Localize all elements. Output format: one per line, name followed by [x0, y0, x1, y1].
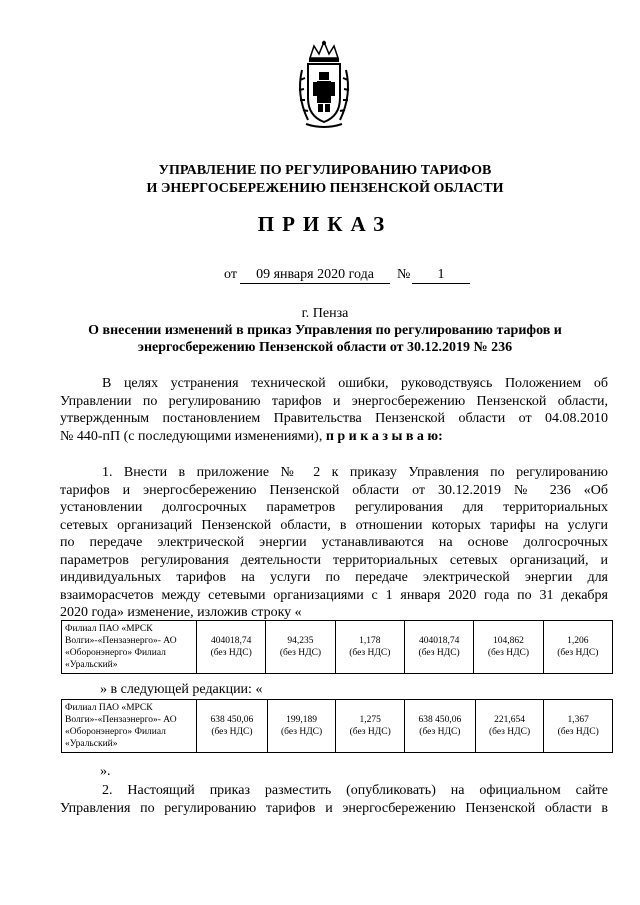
table-cell: [543, 621, 612, 674]
cell-note: (без НДС): [281, 727, 323, 737]
cell-note: (без НДС): [349, 648, 391, 658]
cell-note: (без НДС): [487, 648, 530, 658]
cell-value: 1,178: [359, 636, 381, 646]
name-line: Филиал ПАО «МРСК: [65, 703, 153, 713]
order-number: 1: [412, 267, 470, 284]
cell-note: (без НДС): [279, 648, 322, 658]
closing-quote: ».: [100, 764, 111, 779]
number-sign: №: [397, 267, 411, 282]
table-cell: [544, 700, 613, 753]
name-line: «Уральский»: [65, 739, 118, 749]
cell-value: 1,367: [567, 715, 589, 725]
cell-note: (без НДС): [418, 648, 460, 658]
order-date: 09 января 2020 года: [240, 267, 390, 284]
coat-of-arms-icon: [294, 40, 354, 130]
org-name-line1: УПРАВЛЕНИЕ ПО РЕГУЛИРОВАНИЮ ТАРИФОВ: [158, 163, 492, 178]
cell-value: 94,235: [287, 636, 314, 646]
item1-paragraph: [60, 464, 608, 622]
cell-value: 199,189: [286, 715, 318, 725]
name-line: «Оборонэнерго» Филиал: [65, 727, 166, 737]
tariff-table-new: [61, 699, 613, 753]
name-line: Филиал ПАО «МРСК: [65, 624, 153, 634]
item1-line: взаиморасчетов между сетевыми организациями с 1 января 2020 года по 31 декабря: [60, 587, 608, 603]
item1-line: по передаче электрической энергии устанавливаются на основе долгосрочных: [60, 535, 608, 550]
name-line: «Оборонэнерго» Филиал: [65, 648, 166, 658]
cell-note: (без НДС): [349, 727, 391, 737]
city: г. Пенза: [301, 306, 349, 321]
preamble-last-line: [60, 428, 608, 446]
table-cell: [197, 700, 268, 753]
cell-value: 404018,74: [210, 636, 252, 646]
cell-value: 404018,74: [418, 636, 460, 646]
table-cell: [267, 700, 336, 753]
item1-line: параметров регулирования деятельности территориальных сетевых организаций, и: [60, 552, 608, 568]
preamble-paragraph: [60, 375, 608, 445]
cell-note: (без НДС): [210, 648, 252, 658]
subject-line2: энергосбережению Пензенской области от 30.12.2019 № 236: [137, 340, 513, 355]
table-cell: [336, 700, 405, 753]
table-cell: [197, 621, 266, 674]
org-name-line2: И ЭНЕРГОСБЕРЕЖЕНИЮ ПЕНЗЕНСКОЙ ОБЛАСТИ: [146, 181, 504, 196]
preamble-line: В целях устранения технической ошибки, руководствуясь Положением об: [102, 376, 608, 391]
item1-line: установлении долгосрочных параметров регулирования для территориальных: [60, 500, 608, 515]
tariff-table-old: [61, 620, 613, 674]
cell-value: 1,275: [359, 715, 381, 725]
item1-line: тарифов и энергосбережению Пензенской области от 30.12.2019 № 236 «Об: [60, 482, 608, 498]
item1-line: 1. Внести в приложение № 2 к приказу Управления по регулированию: [102, 465, 608, 480]
subject-line1: О внесении изменений в приказ Управления по регулированию тарифов и: [88, 323, 562, 338]
preamble-line: Управлении по регулированию тарифов и энергосбережению Пензенской области,: [60, 393, 608, 409]
cell-value: 638 450,06: [418, 715, 462, 725]
order-word: п р и к а з ы в а ю:: [325, 428, 443, 444]
cell-value: 221,654: [494, 715, 525, 725]
cell-value: 1,206: [567, 636, 589, 646]
table-row: [62, 621, 613, 674]
table-cell: [266, 621, 335, 674]
name-line: Волги»-«Пензаэнерго»- АО: [65, 715, 177, 725]
date-prefix: от: [224, 267, 237, 282]
preamble-line: утвержденным постановлением Правительства Пензенской области от 04.08.2010: [60, 411, 608, 426]
date-number-line: [0, 267, 640, 287]
name-line: «Уральский»: [65, 660, 118, 670]
preamble-line: № 440-пП (с последующими изменениями),: [60, 428, 323, 444]
between-text: » в следующей редакции: «: [100, 682, 263, 697]
table-cell: [404, 700, 475, 753]
cell-value: 638 450,06: [210, 715, 254, 725]
cell-note: (без НДС): [557, 727, 599, 737]
cell-note: (без НДС): [488, 727, 531, 737]
table-cell-name: [62, 621, 197, 674]
table-cell: [475, 700, 544, 753]
table-cell-name: [62, 700, 197, 753]
cell-note: (без НДС): [557, 648, 599, 658]
item1-line: 2020 года» изменение, изложив строку «: [60, 605, 302, 620]
document-type-title: ПРИКАЗ: [257, 212, 393, 236]
cell-note: (без НДС): [419, 727, 461, 737]
item2-line: 2. Настоящий приказ разместить (опубликовать) на официальном сайте: [102, 783, 608, 798]
name-line: Волги»-«Пензаэнерго»- АО: [65, 636, 177, 646]
table-cell: [335, 621, 404, 674]
table-row: [62, 700, 613, 753]
cell-value: 104,862: [493, 636, 524, 646]
cell-note: (без НДС): [211, 727, 253, 737]
item1-line: индивидуальных тарифов на услуги по передаче электрической энергии для: [60, 570, 608, 585]
table-cell: [474, 621, 543, 674]
item2-line: Управления по регулированию тарифов и энергосбережению Пензенской области в: [60, 800, 608, 816]
item2-paragraph: [60, 782, 608, 817]
item1-line: сетевых организаций Пензенской области, в отношении которых тарифы на услуги: [60, 517, 608, 533]
table-cell: [404, 621, 473, 674]
